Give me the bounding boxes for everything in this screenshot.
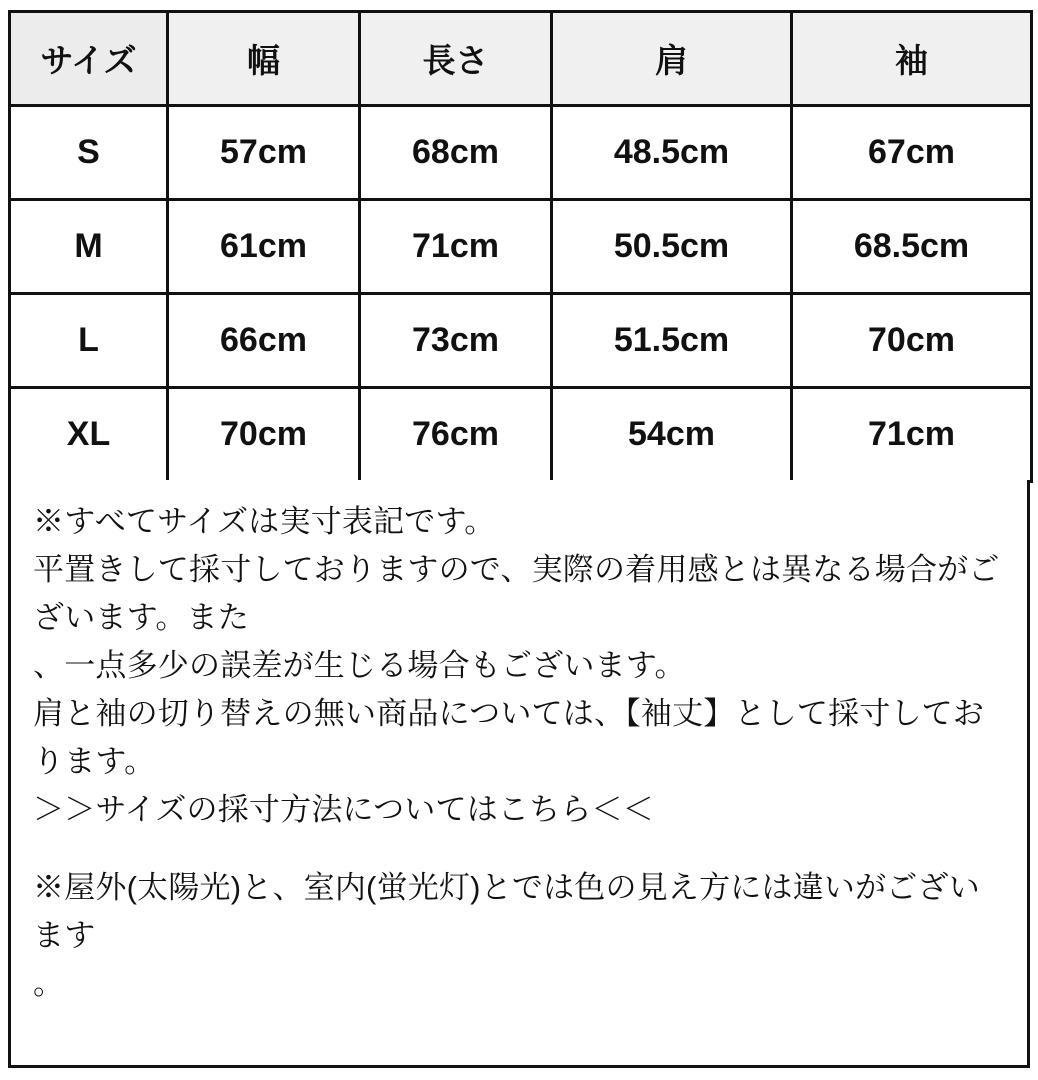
column-header-size: サイズ — [10, 12, 168, 106]
cell-shoulder: 48.5cm — [552, 106, 792, 200]
table-header-row — [10, 12, 1032, 106]
column-header-sleeve: 袖 — [792, 12, 1032, 106]
cell-sleeve: 68.5cm — [792, 200, 1032, 294]
cell-shoulder: 54cm — [552, 388, 792, 482]
column-header-shoulder: 肩 — [552, 12, 792, 106]
cell-width: 57cm — [168, 106, 360, 200]
note-line-6: ※屋外(太陽光)と、室内(蛍光灯)とでは色の見え方には違いがございます — [33, 870, 980, 954]
cell-size: M — [10, 200, 168, 294]
cell-shoulder: 50.5cm — [552, 200, 792, 294]
column-header-length: 長さ — [360, 12, 552, 106]
cell-size: S — [10, 106, 168, 200]
cell-length: 71cm — [360, 200, 552, 294]
cell-length: 73cm — [360, 294, 552, 388]
note-line-3: 、一点多少の誤差が生じる場合もございます。 — [33, 648, 686, 684]
cell-width: 66cm — [168, 294, 360, 388]
note-line-4: 肩と袖の切り替えの無い商品については、【袖丈】として採寸しております。 — [33, 696, 985, 780]
note-line-7: 。 — [33, 966, 65, 1002]
note-line-1: ※すべてサイズは実寸表記です。 — [33, 504, 496, 539]
column-header-width: 幅 — [168, 12, 360, 106]
table-row — [10, 388, 1032, 482]
size-notes — [8, 480, 1030, 1068]
cell-width: 61cm — [168, 200, 360, 294]
measurement-method-link[interactable]: ＞＞サイズの採寸方法についてはこちら＜＜ — [33, 792, 654, 828]
cell-size: L — [10, 294, 168, 388]
cell-width: 70cm — [168, 388, 360, 482]
cell-sleeve: 70cm — [792, 294, 1032, 388]
table-row — [10, 294, 1032, 388]
table-row — [10, 106, 1032, 200]
cell-length: 76cm — [360, 388, 552, 482]
note-line-2: 平置きして採寸しておりますので、実際の着用感とは異なる場合がございます。また — [33, 552, 1000, 636]
size-table — [8, 10, 1033, 483]
cell-sleeve: 67cm — [792, 106, 1032, 200]
cell-size: XL — [10, 388, 168, 482]
table-row — [10, 200, 1032, 294]
cell-shoulder: 51.5cm — [552, 294, 792, 388]
cell-sleeve: 71cm — [792, 388, 1032, 482]
note-spacer — [33, 834, 1005, 864]
cell-length: 68cm — [360, 106, 552, 200]
